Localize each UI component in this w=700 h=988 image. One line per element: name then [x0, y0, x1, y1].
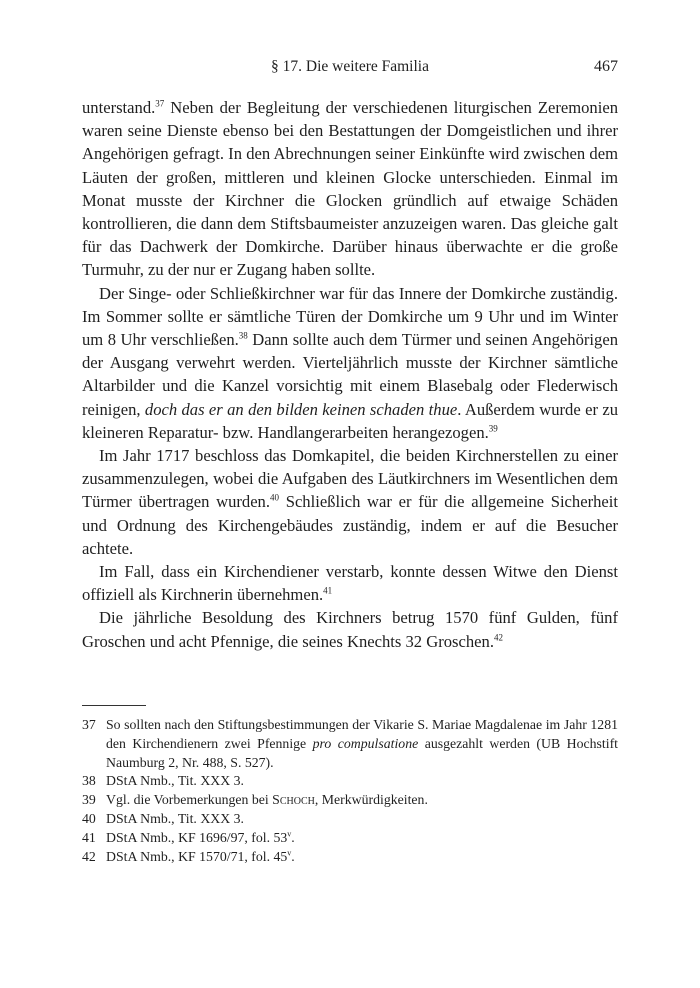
footnote-41 — [82, 829, 618, 848]
footnote-number: 37 — [82, 717, 96, 732]
footnote-ref: 41 — [323, 585, 333, 596]
text-run: DStA Nmb., Tit. XXX 3. — [106, 810, 245, 826]
text-run: Vgl. die Vorbemerkungen bei — [106, 792, 273, 808]
footnote-number: 40 — [82, 810, 96, 826]
latin-term: pro compulsatione — [312, 735, 419, 751]
footnote-ref: 42 — [493, 632, 503, 643]
paragraph — [82, 444, 618, 560]
footnote-ref: 38 — [238, 330, 248, 341]
footnote-number: 41 — [82, 829, 96, 845]
text-run: Neben der Begleitung der verschiedenen liturgischen Zeremonien waren seine Dienste ebenso bei den Bestattungen der Domgeistlichen und ihrer Angehörigen gefragt. In den Abrechnungen seiner Einkünfte wird zwischen dem Läuten der großen, mittleren und kleinen Glocke unterschieden. Einmal im Monat musste der Kirchner die Glocken gründlich auf etwaige Schäden kontrollieren, die dann dem Stiftsbaumeister anzuzeigen waren. Das gleiche galt für das Dachwerk der Domkirche. Darüber hinaus überwachte er die große Turmuhr, zu der nur er Zugang haben sollte. — [82, 98, 618, 280]
footnote-ref: 40 — [270, 492, 280, 503]
page-header — [82, 58, 618, 86]
text-run: So sollten nach den Stiftungsbestimmungen der Vikarie S. Mariae Magdalenae im Jahr 1281 den Kirchendienern zwei Pfennige — [106, 717, 618, 751]
text-run: DStA Nmb., Tit. XXX 3. — [106, 773, 245, 789]
verso-mark: v — [287, 847, 292, 857]
footnote-37 — [82, 716, 618, 772]
text-run: Im Jahr 1717 beschloss das Domkapitel, die beiden Kirchnerstellen zu einer zusammenzulegen, wobei die Aufgaben des Läutkirchners im Wesentlichen dem Türmer übertragen wurden. — [82, 446, 618, 512]
text-run: Schließlich war er für die allgemeine Sicherheit und Ordnung des Kirchengebäudes zuständig, indem er auf die Besucher achtete. — [82, 492, 618, 558]
footnote-number: 42 — [82, 848, 96, 864]
text-run: Im Fall, dass ein Kirchendiener verstarb, konnte dessen Witwe den Dienst offiziell als Kirchnerin übernehmen. — [82, 562, 618, 605]
running-title: § 17. Die weitere Familia — [271, 58, 429, 75]
footnote-number: 38 — [82, 773, 96, 789]
main-text — [82, 96, 618, 653]
text-run: DStA Nmb., KF 1696/97, fol. 53 — [106, 829, 288, 845]
paragraph — [82, 282, 618, 444]
text-run: , Merkwürdigkeiten. — [314, 792, 428, 808]
text-run: ausgezahlt werden (UB Hochstift Naumburg 2, Nr. 488, S. 527). — [106, 735, 618, 770]
footnote-42 — [82, 848, 618, 867]
verso-mark: v — [287, 829, 292, 839]
text-run: Die jährliche Besoldung des Kirchners betrug 1570 fünf Gulden, fünf Groschen und acht Pfennige, die seines Knechts 32 Groschen. — [82, 608, 618, 651]
text-run: DStA Nmb., KF 1570/71, fol. 45 — [106, 848, 288, 864]
footnotes — [82, 716, 618, 866]
text-run: . — [291, 829, 295, 845]
footnote-divider — [82, 705, 146, 706]
paragraph — [82, 606, 618, 652]
footnote-39 — [82, 791, 618, 810]
footnote-38 — [82, 772, 618, 791]
text-run: . Außerdem wurde er zu kleineren Reparatur- bzw. Handlangerarbeiten herangezogen. — [82, 399, 618, 442]
footnote-40 — [82, 810, 618, 829]
footnote-number: 39 — [82, 792, 96, 808]
text-run: . — [291, 848, 295, 864]
text-run: Dann sollte auch dem Türmer und seinen Angehörigen der Ausgang verwehrt werden. Vierteljährlich musste der Kirchner sämtliche Altarbilder und die Kanzel vorsichtig mit einem Blasebalg oder Flederwisch reinigen, — [82, 330, 618, 419]
quotation: doch das er an den bilden keinen schaden thue — [144, 399, 458, 419]
author-name: Schoch — [272, 792, 315, 808]
footnote-ref: 39 — [488, 423, 498, 434]
paragraph — [82, 560, 618, 606]
text-run: Der Singe- oder Schließkirchner war für das Innere der Domkirche zuständig. Im Sommer sollte er sämtliche Türen der Domkirche um 9 Uhr und im Winter um 8 Uhr verschließen. — [82, 283, 618, 350]
footnote-ref: 37 — [155, 98, 165, 109]
text-run: unterstand. — [82, 98, 156, 117]
paragraph — [82, 96, 618, 282]
page-number: 467 — [594, 58, 618, 75]
